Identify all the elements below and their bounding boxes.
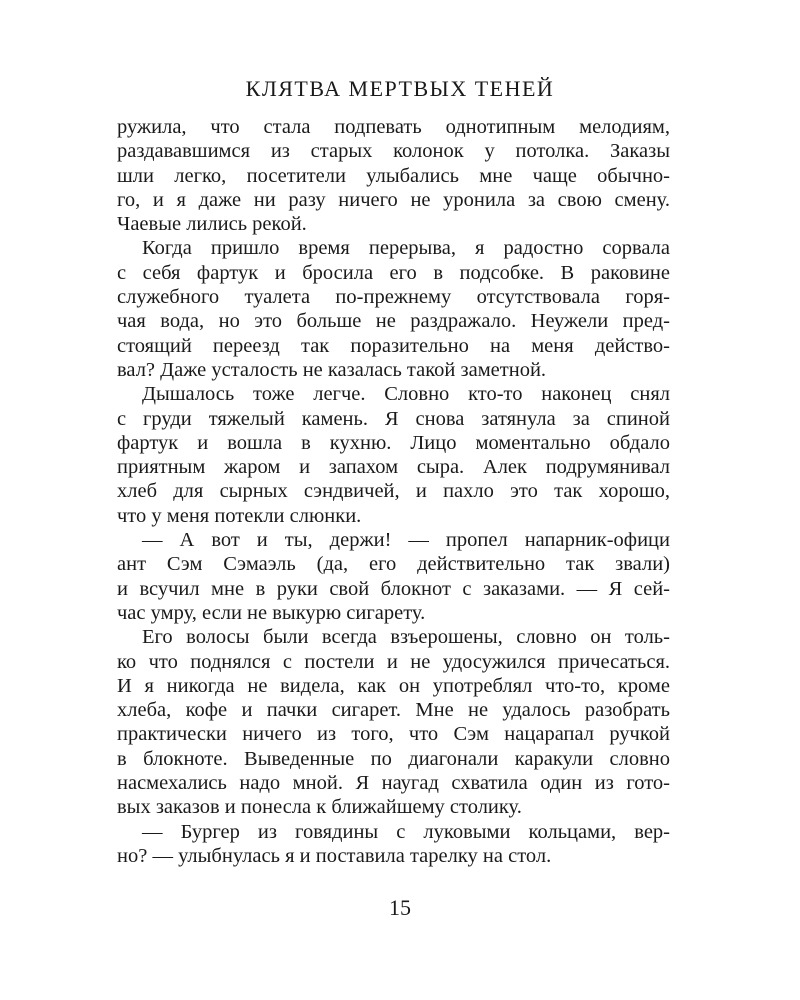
text-line: вал? Даже усталость не казалась такой заметной. <box>117 358 547 381</box>
text-line: Когда пришло время перерыва, я радостно сорвала <box>142 237 670 260</box>
text-line: с груди тяжелый камень. Я снова затянула за спиной <box>117 407 670 430</box>
text-line: что у меня потекли слюнки. <box>117 504 362 527</box>
text-line: И я никогда не видела, как он употреблял что-то, кроме <box>117 674 670 697</box>
text-line: чая вода, но это больше не раздражало. Неужели пред- <box>117 310 670 333</box>
running-head: КЛЯТВА МЕРТВЫХ ТЕНЕЙ <box>245 76 555 101</box>
text-line: — А вот и ты, держи! — пропел напарник-офици <box>142 529 670 552</box>
text-line: приятным жаром и запахом сыра. Алек подрумянивал <box>117 456 670 479</box>
text-line: ружила, что стала подпевать однотипным мелодиям, <box>117 116 670 138</box>
text-line: с себя фартук и бросила его в подсобке. В раковине <box>117 261 670 284</box>
text-line: служебного туалета по-прежнему отсутствовала горя- <box>117 286 670 309</box>
text-line: практически ничего из того, что Сэм нацарапал ручкой <box>117 723 670 746</box>
text-line: — Бургер из говядины с луковыми кольцами, вер- <box>142 820 670 843</box>
text-line: ант Сэм Сэмаэль (да, его действительно так звали) <box>117 553 670 576</box>
text-line: раздававшимся из старых колонок у потолка. Заказы <box>117 140 670 163</box>
text-line: час умру, если не выкурю сигарету. <box>117 601 426 624</box>
text-line: вых заказов и понесла к ближайшему столику. <box>117 796 522 819</box>
body-text <box>117 115 670 868</box>
text-line: шли легко, посетители улыбались мне чаще обычно- <box>117 164 670 187</box>
text-line: ко что поднялся с постели и не удосужился причесаться. <box>117 650 670 673</box>
text-line: Чаевые лились рекой. <box>117 213 307 236</box>
text-line: хлеба, кофе и пачки сигарет. Мне не удалось разобрать <box>117 699 670 722</box>
text-line: и всучил мне в руки свой блокнот с заказами. — Я сей- <box>117 577 670 600</box>
text-line: стоящий переезд так поразительно на меня действо- <box>117 334 670 357</box>
text-line: в блокноте. Выведенные по диагонали каракули словно <box>117 747 670 770</box>
text-line: хлеб для сырных сэндвичей, и пахло это так хорошо, <box>117 480 670 503</box>
text-line: но? — улыбнулась я и поставила тарелку на стол. <box>117 844 552 867</box>
text-line: насмехались надо мной. Я наугад схватила один из гото- <box>117 772 670 795</box>
text-line: Его волосы были всегда взъерошены, словно он толь- <box>142 626 670 649</box>
page-number: 15 <box>389 895 411 920</box>
text-line: Дышалось тоже легче. Словно кто-то наконец снял <box>142 383 670 406</box>
text-line: фартук и вошла в кухню. Лицо моментально обдало <box>117 431 670 454</box>
text-line: го, и я даже ни разу ничего не уронила за свою смену. <box>117 188 670 211</box>
